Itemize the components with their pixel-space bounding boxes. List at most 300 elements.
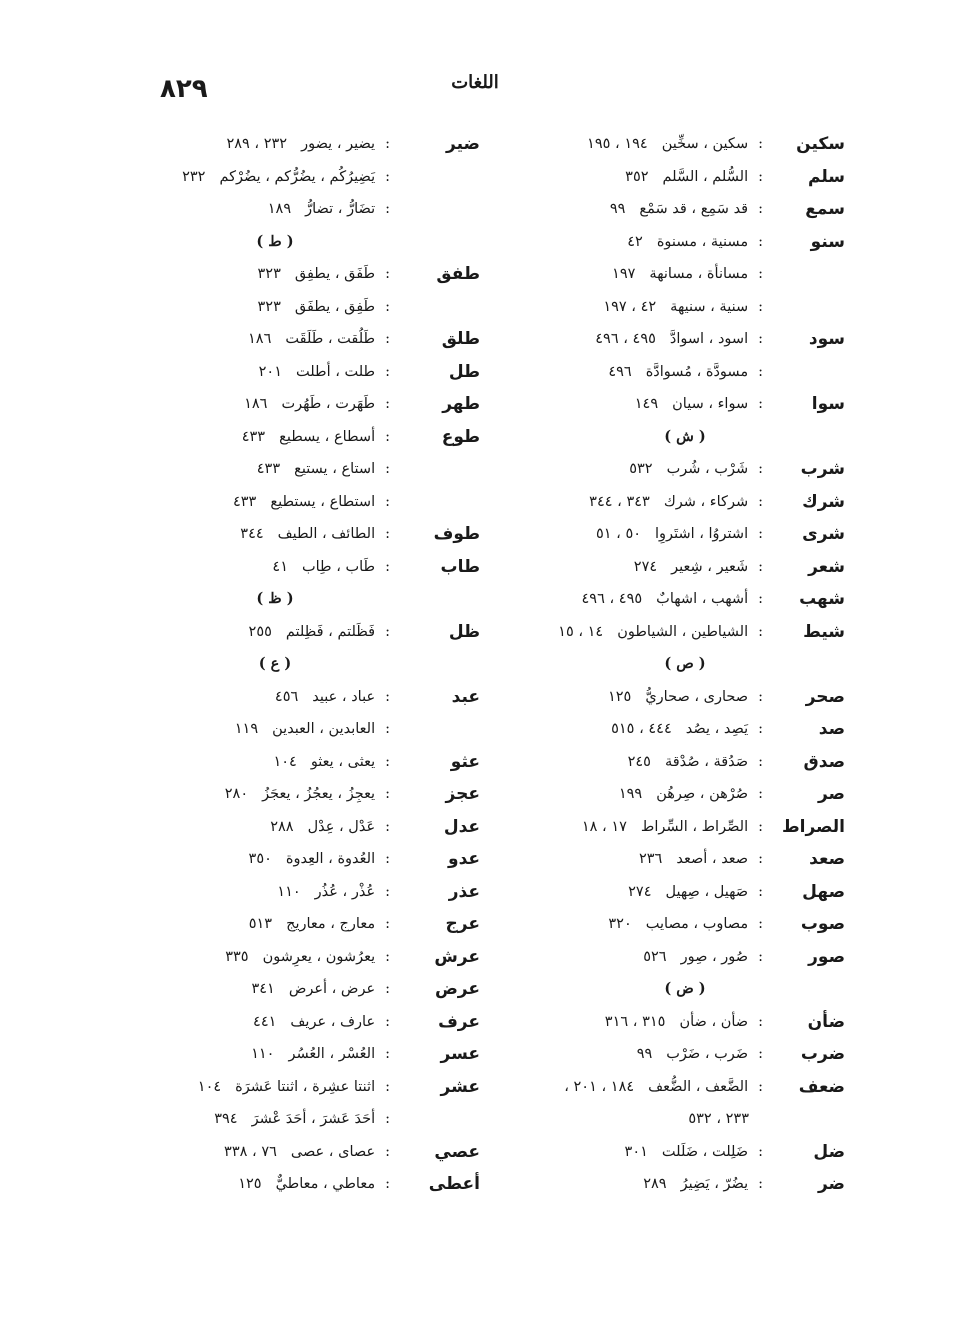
entry-page-refs: ٢٤٥ [627, 753, 651, 770]
entry-colon: : [385, 168, 390, 185]
entry-page-refs: ١٤ ، ١٥ [558, 623, 604, 640]
entry-page-refs: ٤٩٥ ، ٤٩٦ [595, 331, 656, 347]
entry-forms [251, 973, 390, 1006]
entry-colon: : [385, 851, 390, 867]
right-column [500, 128, 845, 1201]
entry-page-refs: ٤٣٣ [256, 461, 281, 477]
entry-colon: : [758, 558, 763, 575]
entry-forms [248, 323, 390, 356]
entry-colon: : [385, 1176, 390, 1192]
entry-root: عثو [450, 751, 480, 772]
entry-forms-text: السُّلم ، السَّلم [662, 168, 749, 185]
entry-forms-text: أسطاع ، يسطيع [279, 428, 376, 445]
entry-forms [608, 356, 763, 389]
dictionary-entry [150, 388, 480, 421]
entry-root: عذر [448, 881, 480, 902]
entry-root: عرج [445, 914, 480, 934]
dictionary-entry [150, 908, 480, 941]
entry-forms [637, 1038, 763, 1071]
dictionary-entry [150, 876, 480, 909]
entry-root: شرك [802, 491, 845, 512]
entry-forms [643, 941, 763, 974]
entry-forms-text: مسودَّة ، مُسوادَّة [645, 363, 749, 380]
dictionary-entry [500, 258, 845, 291]
entry-forms [275, 681, 390, 714]
entry-page-refs: ٤١ [272, 558, 288, 575]
dictionary-entry [500, 778, 845, 811]
dictionary-entry [500, 941, 845, 974]
entry-root: سمع [805, 199, 845, 219]
entry-page-refs: ١٨٤ ، ٢٠١ ، [564, 1078, 635, 1095]
dictionary-entry [500, 486, 845, 519]
entry-page-refs: ٣٠١ [624, 1143, 648, 1160]
entry-page-refs: ١٩٩ [618, 786, 643, 802]
entry-page-refs: ٤٤٤ ، ٥١٥ [611, 721, 672, 737]
entry-colon: : [758, 331, 763, 347]
entry-forms-text: سكين ، سخِّين [661, 136, 749, 152]
dictionary-entry [500, 681, 845, 714]
entry-forms-text: عرض ، أعرض [288, 981, 376, 997]
entry-forms-text: سواء ، سيان [672, 396, 749, 412]
entry-forms-text: أحَدَ عَشرَ ، أحَدَ عْشرَ [251, 1111, 376, 1127]
entry-forms [634, 551, 763, 584]
letter-heading-text: ( ش ) [664, 427, 706, 445]
entry-forms [272, 551, 390, 584]
entry-forms-text: معارج ، معاريج [286, 916, 376, 932]
entry-forms-text: صَهيل ، صِهيل [665, 883, 749, 900]
entry-forms-text: فَظَلتم ، فَظِلتم [285, 623, 376, 640]
entry-page-refs: ٢٣٦ [638, 851, 663, 867]
entry-page-refs: ٢٨٩ [643, 1176, 667, 1192]
entry-forms [619, 778, 763, 811]
entry-page-refs: ١٨٩ [267, 201, 292, 217]
entry-forms [242, 421, 390, 454]
entry-colon: : [758, 136, 763, 152]
dictionary-entry [500, 583, 845, 616]
entry-root: عدو [448, 849, 480, 869]
dictionary-entry [500, 1071, 845, 1104]
dictionary-entry [150, 1071, 480, 1104]
dictionary-entry [500, 128, 845, 161]
dictionary-entry [500, 1038, 845, 1071]
entry-forms [558, 616, 763, 649]
entry-forms-text: صعد ، أصعد [676, 851, 749, 867]
entry-page-refs: ٣٣٥ [225, 948, 249, 965]
entry-forms-text: العُسْر ، العُسُر [288, 1046, 376, 1062]
entry-page-refs: ١٠٤ [197, 1078, 222, 1095]
entry-forms [225, 941, 390, 974]
entry-forms-text: ضَرب ، ضَرْب [666, 1046, 749, 1062]
entry-page-refs: ٤٢ [627, 233, 643, 250]
dictionary-entry [500, 1136, 845, 1169]
entry-colon: : [385, 526, 390, 542]
dictionary-entry [150, 518, 480, 551]
entry-page-refs: ٢٣٣ ، ٥٣٢ [688, 1111, 749, 1127]
dictionary-entry [150, 713, 480, 746]
dictionary-entry [150, 681, 480, 714]
dictionary-entry [150, 1168, 480, 1201]
entry-page-refs: ٤٤١ [253, 1013, 277, 1030]
entry-colon: : [758, 201, 763, 217]
entry-colon: : [758, 591, 763, 607]
entry-colon: : [385, 623, 390, 640]
dictionary-entry [150, 258, 480, 291]
entry-root: طهر [442, 394, 480, 414]
entry-root: ضأن [807, 1011, 845, 1032]
dictionary-entry [150, 1136, 480, 1169]
entry-colon: : [385, 428, 390, 445]
entry-forms [277, 876, 390, 909]
entry-colon: : [385, 1013, 390, 1030]
entry-forms-text: طَهَرت ، طَهُرت [281, 396, 376, 412]
entry-page-refs: ٩٩ [636, 1046, 653, 1062]
left-column [150, 128, 480, 1201]
entry-root: شهب [799, 589, 845, 609]
letter-heading [500, 648, 845, 681]
entry-forms [595, 323, 763, 356]
entry-colon: : [758, 396, 763, 412]
dictionary-entry [500, 356, 845, 389]
entry-forms [258, 291, 391, 324]
entry-colon: : [758, 266, 763, 282]
entry-root: صهل [802, 881, 845, 902]
entry-forms [625, 161, 763, 194]
entry-page-refs: ٣٥٠ [248, 851, 272, 867]
entry-colon: : [758, 461, 763, 477]
entry-page-refs: ١٨٦ [244, 396, 268, 412]
entry-forms-text: يعثى ، يعثو [310, 753, 376, 770]
running-head: اللغات [451, 72, 499, 93]
entry-page-refs: ١٧ ، ١٨ [581, 818, 627, 835]
entry-forms-text: معاطي ، معاطيٌّ [275, 1176, 376, 1192]
entry-colon: : [385, 461, 390, 477]
entry-forms [605, 1006, 763, 1039]
entry-forms-text: صُرْهن ، صِرهُن [656, 786, 749, 802]
entry-root: ظل [448, 621, 480, 642]
entry-root: عسر [440, 1044, 480, 1064]
entry-root: عشر [440, 1076, 480, 1097]
entry-forms-text: صُور ، صِور [680, 948, 749, 965]
dictionary-entry [150, 843, 480, 876]
dictionary-entry [500, 811, 845, 844]
entry-page-refs: ١١٠ [277, 883, 301, 900]
dictionary-entry [150, 323, 480, 356]
entry-page-refs: ٢٣٢ ، ٢٨٩ [226, 136, 288, 152]
entry-colon: : [385, 266, 390, 282]
entry-colon: : [385, 298, 390, 315]
entry-forms-text: استطاع ، يستطيع [270, 493, 376, 510]
entry-colon: : [758, 851, 763, 867]
entry-forms [643, 1168, 763, 1201]
entry-page-refs: ١٢٥ [607, 688, 632, 705]
entry-page-refs: ٣٤١ [251, 981, 275, 997]
entry-page-refs: ١٩٤ ، ١٩٥ [587, 136, 648, 152]
entry-page-refs: ١٩٧ [612, 266, 636, 282]
dictionary-entry [500, 323, 845, 356]
entry-forms-text: عارف ، عريف [290, 1013, 376, 1030]
dictionary-entry [500, 843, 845, 876]
entry-colon: : [758, 786, 763, 802]
entry-page-refs: ٢٨٨ [270, 818, 294, 835]
entry-colon: : [385, 201, 390, 217]
entry-page-refs: ٣٢٣ [257, 298, 281, 315]
dictionary-entry [500, 161, 845, 194]
entry-forms [628, 876, 763, 909]
entry-forms [273, 746, 390, 779]
entry-forms-text: الصِّراط ، السِّراط [640, 818, 749, 835]
entry-forms-text: يعرُشون ، يعرِشون [262, 948, 376, 965]
entry-page-refs: ٢٨٠ [224, 786, 249, 802]
dictionary-entry [150, 973, 480, 1006]
entry-forms-text: يعجِزُ ، يعجُزُ ، يعجَزُ [262, 786, 376, 802]
dictionary-entry [150, 193, 480, 226]
entry-root: عبد [451, 686, 480, 707]
entry-colon: : [385, 721, 390, 737]
entry-root: طاب [440, 556, 480, 577]
entry-forms [235, 713, 390, 746]
entry-page-refs: ٣٩٤ [214, 1111, 238, 1127]
entry-forms [639, 843, 763, 876]
entry-page-refs: ٤٣٣ [232, 493, 257, 510]
entry-forms [249, 908, 390, 941]
entry-colon: : [385, 363, 390, 380]
entry-root: طلق [441, 329, 480, 349]
entry-colon: : [385, 948, 390, 965]
entry-root: ضير [446, 134, 480, 154]
entry-forms [270, 811, 390, 844]
entry-forms [589, 486, 763, 519]
entry-forms [603, 291, 763, 324]
entry-root: طل [448, 361, 480, 382]
dictionary-entry [500, 1006, 845, 1039]
dictionary-entry [500, 1103, 845, 1136]
entry-forms-text: مسنية ، مسنوة [656, 233, 749, 250]
dictionary-entry [150, 551, 480, 584]
entry-colon: : [385, 753, 390, 770]
entry-page-refs: ٢٧٤ [628, 883, 652, 900]
entry-forms-text: عصاى ، عصى [290, 1143, 376, 1160]
entry-colon: : [385, 1111, 390, 1127]
entry-root: طوع [441, 426, 480, 447]
dictionary-entry [500, 453, 845, 486]
entry-forms-text: الطائف ، الطيف [277, 526, 376, 542]
entry-forms [251, 1038, 390, 1071]
entry-root: صر [817, 784, 845, 804]
letter-heading [500, 973, 845, 1006]
entry-colon: : [385, 558, 390, 575]
entry-forms-text: طلت ، أطلت [296, 363, 376, 380]
entry-page-refs: ٢٥٥ [248, 623, 272, 640]
entry-root: أعطى [428, 1174, 480, 1194]
entry-forms [625, 1136, 763, 1169]
entry-forms [259, 356, 390, 389]
entry-page-refs: ١١٠ [251, 1046, 275, 1062]
entry-colon: : [385, 1078, 390, 1095]
dictionary-entry [150, 128, 480, 161]
entry-root: صعد [809, 849, 845, 869]
entry-root: ضعف [798, 1076, 845, 1097]
dictionary-entry [150, 1103, 480, 1136]
dictionary-entry [150, 811, 480, 844]
entry-root: ضل [813, 1141, 845, 1162]
entry-forms-text: اشتروُا ، اشتَروِا [655, 526, 749, 542]
entry-root: شرب [800, 459, 845, 479]
entry-root: سود [808, 329, 845, 349]
entry-page-refs: ١٤٩ [634, 396, 659, 412]
entry-forms-text: صحارى ، صحاريُّ [645, 688, 749, 705]
entry-forms-text: تضَارُّ ، تضارُّ [305, 201, 376, 217]
entry-root: ضر [817, 1174, 845, 1194]
entry-page-refs: ٥١٣ [248, 916, 273, 932]
entry-forms [182, 161, 390, 194]
entry-forms [635, 388, 763, 421]
entry-colon: : [758, 233, 763, 250]
dictionary-entry [500, 616, 845, 649]
entry-forms-text: طَاب ، طِاب [301, 558, 376, 575]
entry-forms-text: صَدُقة ، صُدْقة [664, 753, 749, 770]
entry-forms [611, 713, 763, 746]
entry-colon: : [758, 688, 763, 705]
letter-heading-text: ( ض ) [664, 980, 706, 997]
entry-page-refs: ٤٩٦ [608, 363, 632, 380]
entry-colon: : [758, 721, 763, 737]
entry-colon: : [385, 136, 390, 152]
entry-colon: : [385, 396, 390, 412]
dictionary-entry [150, 453, 480, 486]
entry-colon: : [758, 526, 763, 542]
entry-forms-text: ضَلِلت ، ضَلَلت [661, 1143, 749, 1160]
dictionary-entry [150, 778, 480, 811]
dictionary-entry [150, 161, 480, 194]
entry-colon: : [385, 1046, 390, 1062]
entry-root: ضرب [800, 1044, 845, 1064]
dictionary-entry [500, 908, 845, 941]
entry-colon: : [758, 948, 763, 965]
entry-forms-text: عُذْر ، عُذُر [314, 883, 376, 900]
dictionary-entry [150, 486, 480, 519]
entry-forms-text: شَعير ، شِعير [671, 558, 749, 575]
dictionary-entry [150, 616, 480, 649]
entry-forms-text: يَضِيرُكُم ، يضُرُّكم ، يضُرْكم [219, 168, 376, 185]
entry-forms [688, 1103, 763, 1136]
entry-forms [582, 583, 763, 616]
entry-forms-text: طَلُقت ، طَلَقَت [285, 331, 376, 347]
entry-colon: : [758, 753, 763, 770]
entry-colon: : [758, 1046, 763, 1062]
entry-colon: : [385, 883, 390, 900]
entry-colon: : [385, 916, 390, 932]
entry-forms [249, 843, 390, 876]
entry-forms [214, 1103, 390, 1136]
entry-forms [564, 1071, 763, 1104]
entry-colon: : [758, 1176, 763, 1192]
entry-root: صحر [805, 686, 845, 707]
entry-colon: : [758, 168, 763, 185]
entry-root: طفق [436, 264, 480, 284]
entry-colon: : [758, 363, 763, 380]
entry-colon: : [758, 1078, 763, 1095]
dictionary-entry [150, 291, 480, 324]
entry-forms-text: الضَّعف ، الضُّعف [648, 1078, 749, 1095]
entry-colon: : [758, 818, 763, 835]
entry-forms-text: اثنتا عشِرة ، اثنتا عَشرَة [235, 1078, 376, 1095]
entry-colon: : [758, 623, 763, 640]
entry-root: صدق [803, 751, 845, 772]
entry-root: صد [818, 719, 845, 739]
entry-forms [627, 226, 763, 259]
entry-page-refs: ٣٢٣ [257, 266, 281, 282]
dictionary-entry [500, 291, 845, 324]
entry-forms-text: استاع ، يستيع [294, 461, 376, 477]
entry-root: صوب [800, 914, 845, 934]
entry-root: سلم [808, 166, 845, 187]
entry-colon: : [385, 688, 390, 705]
entry-forms-text: العُدوة ، العِدوة [285, 851, 376, 867]
entry-page-refs: ٣٤٤ [240, 526, 264, 542]
entry-colon: : [758, 298, 763, 315]
entry-colon: : [385, 331, 390, 347]
dictionary-entry [150, 421, 480, 454]
entry-forms [582, 811, 763, 844]
dictionary-entry [150, 356, 480, 389]
entry-colon: : [758, 883, 763, 900]
entry-root: عرش [434, 946, 480, 967]
entry-page-refs: ٣١٥ ، ٣١٦ [604, 1013, 666, 1030]
entry-forms [596, 518, 763, 551]
entry-root: الصراط [781, 816, 845, 837]
entry-forms [198, 1071, 390, 1104]
entry-forms [225, 778, 390, 811]
entry-forms [628, 746, 763, 779]
page-number: ٨٢٩ [160, 74, 208, 104]
entry-colon: : [385, 981, 390, 997]
entry-root: عجز [445, 784, 480, 804]
entry-forms-text: مصاوب ، مصايب [645, 916, 749, 932]
entry-page-refs: ١٢٥ [238, 1176, 262, 1192]
entry-root: شرى [802, 524, 845, 544]
entry-page-refs: ٥٢٦ [643, 948, 667, 965]
dictionary-entry [500, 226, 845, 259]
entry-forms-text: شَرْب ، شُرب [666, 461, 749, 477]
entry-page-refs: ٩٩ [609, 201, 626, 217]
entry-root: سوا [811, 394, 845, 414]
entry-root: سنو [810, 231, 845, 252]
entry-page-refs: ٣٥٢ [625, 168, 649, 185]
entry-forms [587, 128, 763, 161]
entry-page-refs: ٧٦ ، ٣٣٨ [224, 1143, 277, 1160]
entry-page-refs: ٣٢٠ [608, 916, 632, 932]
entry-page-refs: ٤٩٥ ، ٤٩٦ [581, 591, 643, 607]
entry-page-refs: ٣٤٣ ، ٣٤٤ [589, 493, 650, 510]
dictionary-entry [150, 1006, 480, 1039]
entry-page-refs: ٢٣٢ [182, 168, 206, 185]
letter-heading-text: ( ظ ) [256, 590, 294, 607]
entry-page-refs: ١١٩ [234, 721, 259, 737]
entry-page-refs: ٢٧٤ [633, 558, 658, 575]
entry-root: صور [808, 946, 845, 967]
entry-colon: : [385, 818, 390, 835]
entry-forms [226, 128, 390, 161]
dictionary-entry [500, 388, 845, 421]
entry-forms [224, 1136, 390, 1169]
entry-forms-text: عَدْل ، عِدْل [307, 818, 376, 835]
entry-page-refs: ١٠٤ [273, 753, 297, 770]
entry-forms [240, 518, 390, 551]
entry-page-refs: ٤٢ ، ١٩٧ [603, 298, 657, 315]
entry-forms [610, 193, 763, 226]
entry-forms [257, 453, 390, 486]
entry-forms-text: الشياطين ، الشياطون [617, 623, 749, 640]
